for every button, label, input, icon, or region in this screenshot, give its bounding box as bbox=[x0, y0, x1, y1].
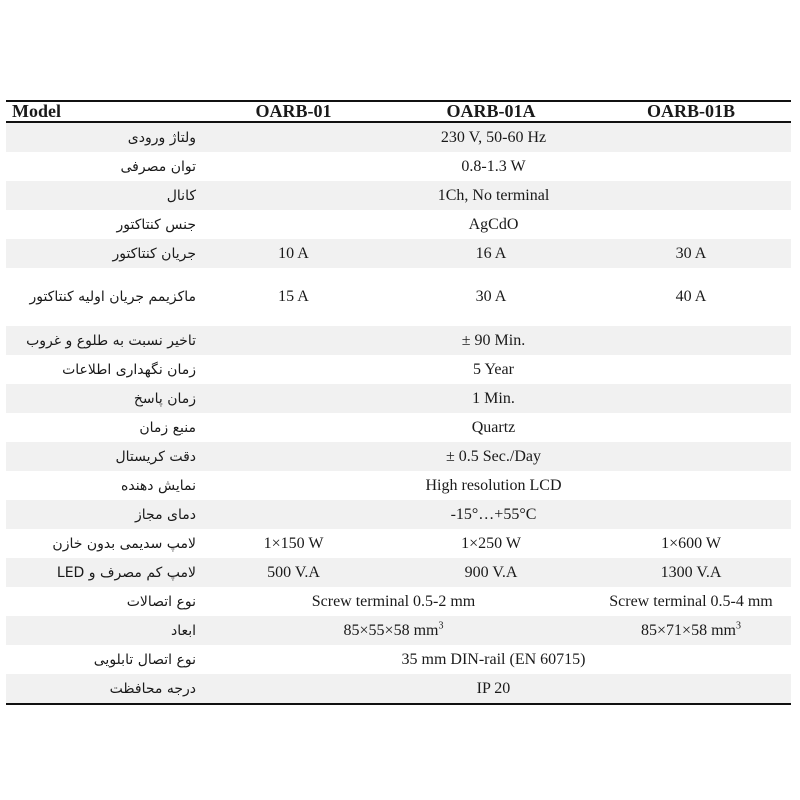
row-label: نمایش دهنده bbox=[121, 477, 196, 494]
header-oarb-01b: OARB-01B bbox=[591, 101, 791, 122]
row-label: منبع زمان bbox=[139, 419, 196, 436]
row-value: 35 mm DIN-rail (EN 60715) bbox=[401, 650, 586, 668]
row-value-oarb-01a: 30 A bbox=[475, 288, 507, 305]
table-row bbox=[6, 239, 791, 268]
table-row bbox=[6, 471, 791, 500]
table-row bbox=[6, 122, 791, 152]
row-value-oarb-01b: 1×600 W bbox=[661, 534, 721, 552]
row-value-oarb-01a: 16 A bbox=[391, 239, 591, 268]
row-label: زمان نگهداری اطلاعات bbox=[62, 361, 196, 378]
row-label: زمان پاسخ bbox=[133, 390, 196, 407]
row-value-oarb-01-01a: Screw terminal 0.5-2 mm bbox=[311, 592, 476, 610]
table-row bbox=[6, 645, 791, 674]
row-label: دمای مجاز bbox=[135, 506, 196, 523]
row-value: ± 0.5 Sec./Day bbox=[196, 442, 791, 471]
table-row bbox=[6, 413, 791, 442]
table-row bbox=[6, 210, 791, 239]
row-label: کانال bbox=[166, 187, 196, 204]
row-label: توان مصرفی bbox=[120, 158, 196, 175]
table-row bbox=[6, 181, 791, 210]
row-value-oarb-01b: 85×71×58 $mm^3$ bbox=[591, 616, 791, 645]
header-oarb-01: OARB-01 bbox=[196, 101, 391, 122]
row-value: AgCdO bbox=[468, 215, 519, 233]
row-value: 230 V, 50-60 Hz bbox=[196, 122, 791, 152]
row-value-oarb-01b: Screw terminal 0.5-4 mm bbox=[609, 592, 773, 610]
row-value-oarb-01: 10 A bbox=[196, 239, 391, 268]
table-row bbox=[6, 616, 791, 645]
table-row bbox=[6, 558, 791, 587]
row-value-oarb-01b: 30 A bbox=[591, 239, 791, 268]
row-value: IP 20 bbox=[196, 674, 791, 704]
table-row bbox=[6, 442, 791, 471]
table-row bbox=[6, 384, 791, 413]
spec-table bbox=[6, 100, 791, 705]
row-label: لامپ کم مصرف و LED bbox=[56, 564, 196, 581]
row-label: ولتاژ ورودی bbox=[127, 129, 196, 146]
row-value: Quartz bbox=[471, 418, 516, 436]
row-value: 1Ch, No terminal bbox=[196, 181, 791, 210]
table-row bbox=[6, 587, 791, 616]
row-value-oarb-01a: 900 V.A bbox=[391, 558, 591, 587]
row-value: -15°…+55°C bbox=[196, 500, 791, 529]
row-value: ± 90 Min. bbox=[196, 326, 791, 355]
row-value: High resolution LCD bbox=[425, 476, 562, 494]
row-label: نوع اتصال تابلویی bbox=[93, 651, 196, 668]
row-value-oarb-01: 500 V.A bbox=[196, 558, 391, 587]
table-row bbox=[6, 529, 791, 558]
row-value-oarb-01b: 1300 V.A bbox=[591, 558, 791, 587]
row-value-oarb-01b: 40 A bbox=[675, 288, 707, 305]
row-value: 1 Min. bbox=[196, 384, 791, 413]
row-label: لامپ سدیمی بدون خازن bbox=[52, 535, 196, 552]
row-label: ماکزیمم جریان اولیه کنتاکتور bbox=[29, 289, 196, 305]
row-label: درجه محافظت bbox=[109, 680, 196, 697]
row-value-oarb-01: 15 A bbox=[278, 288, 309, 305]
table-row bbox=[6, 500, 791, 529]
row-value-oarb-01: 1×150 W bbox=[263, 534, 324, 552]
table-row bbox=[6, 268, 791, 326]
header-model: Model bbox=[6, 101, 196, 122]
row-label: نوع اتصالات bbox=[126, 593, 196, 610]
row-label: ابعاد bbox=[170, 622, 196, 639]
row-label: تاخیر نسبت به طلوع و غروب bbox=[26, 332, 196, 349]
row-label: جنس کنتاکتور bbox=[116, 216, 196, 233]
row-value: 5 Year bbox=[473, 360, 514, 378]
row-label: جریان کنتاکتور bbox=[112, 245, 196, 262]
row-value-oarb-01-01a: 85×55×58 $mm^3$ bbox=[196, 616, 591, 645]
row-label: دقت کریستال bbox=[115, 448, 196, 465]
header-row bbox=[6, 101, 791, 122]
row-value: 0.8-1.3 W bbox=[461, 157, 526, 175]
header-oarb-01a: OARB-01A bbox=[391, 101, 591, 122]
table-row bbox=[6, 152, 791, 181]
table-row bbox=[6, 355, 791, 384]
table-row bbox=[6, 326, 791, 355]
row-value-oarb-01a: 1×250 W bbox=[461, 534, 521, 552]
table-row bbox=[6, 674, 791, 704]
